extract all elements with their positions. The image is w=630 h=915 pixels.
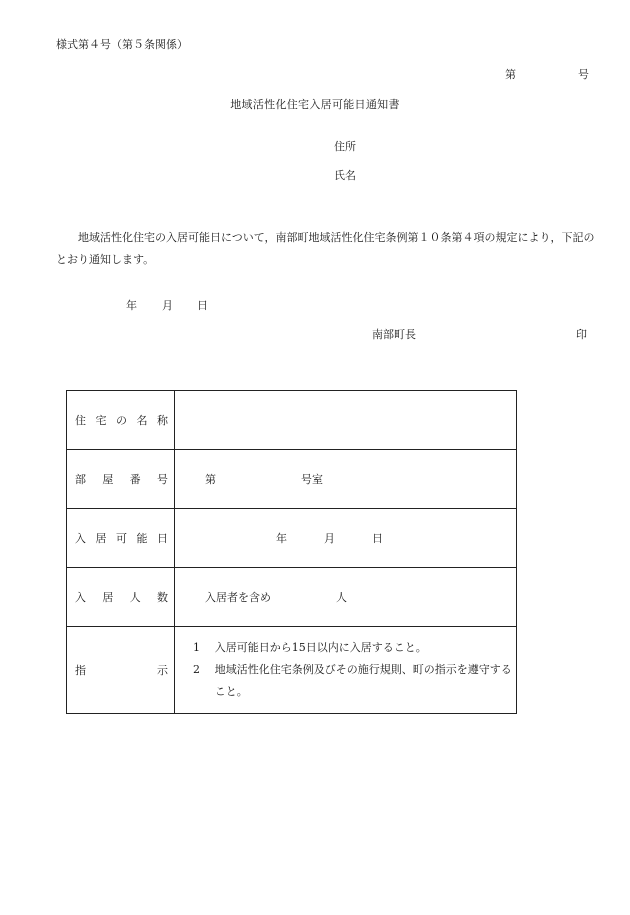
notice-table: [66, 390, 517, 714]
label-char: 住: [75, 414, 86, 427]
label-char: 日: [157, 532, 168, 545]
room-suffix: 号室: [301, 473, 323, 486]
doc-number-suffix: 号: [578, 68, 589, 81]
room-prefix: 第: [205, 473, 216, 486]
occupants-suffix: 人: [336, 591, 347, 604]
occupants-label: [67, 568, 175, 627]
move-in-day: 日: [372, 532, 383, 545]
label-char: 番: [129, 473, 141, 486]
item-number: 1: [193, 641, 200, 654]
move-in-month: 月: [324, 532, 335, 545]
label-char: 屋: [102, 473, 114, 486]
table-row-occupants: [67, 568, 517, 627]
label-char: 能: [136, 532, 148, 545]
label-char: 示: [157, 664, 168, 677]
date-day: 日: [197, 299, 208, 312]
label-char: 名: [136, 414, 148, 427]
housing-name-label: [67, 391, 175, 450]
label-char: 号: [156, 473, 168, 486]
table-row-room-number: [67, 450, 517, 509]
label-char: 居: [95, 532, 107, 545]
address-label: 住所: [334, 140, 356, 153]
label-char: 人: [129, 591, 141, 604]
occupants-value[interactable]: [175, 568, 517, 627]
item-text: 入居可能日から15日以内に入居すること。: [214, 641, 427, 654]
item-text: 地域活性化住宅条例及びその施行規則、町の指示を遵守すること。: [214, 663, 512, 698]
room-number-label: [67, 450, 175, 509]
list-item: [193, 659, 516, 703]
label-char: 宅: [95, 414, 107, 427]
date-month: 月: [162, 299, 173, 312]
label-char: 部: [75, 473, 86, 486]
label-char: 指: [75, 664, 86, 677]
label-char: の: [116, 414, 127, 427]
name-label: 氏名: [334, 169, 356, 182]
label-char: 称: [157, 414, 168, 427]
body-paragraph: 地域活性化住宅の入居可能日について，南部町地域活性化住宅条例第１０条第４項の規定により，下記のとおり通知します。: [56, 231, 595, 266]
label-char: 入: [75, 591, 86, 604]
label-char: 居: [102, 591, 114, 604]
document-title: 地域活性化住宅入居可能日通知書: [230, 98, 400, 111]
label-char: 可: [116, 532, 127, 545]
housing-name-value[interactable]: [175, 391, 517, 450]
table-row-move-in-date: [67, 509, 517, 568]
occupants-prefix: 入居者を含め: [205, 591, 271, 604]
instructions-value: [175, 627, 517, 714]
item-number: 2: [193, 663, 200, 676]
move-in-year: 年: [276, 532, 287, 545]
room-number-value[interactable]: [175, 450, 517, 509]
move-in-date-value[interactable]: [175, 509, 517, 568]
table-row-housing-name: [67, 391, 517, 450]
instructions-label: [67, 627, 175, 714]
label-char: 入: [75, 532, 86, 545]
label-char: 数: [156, 591, 168, 604]
doc-number-prefix: 第: [505, 68, 516, 81]
date-year: 年: [126, 299, 137, 312]
move-in-date-label: [67, 509, 175, 568]
issuer-title: 南部町長: [372, 328, 416, 341]
form-number: 様式第４号（第５条関係）: [56, 38, 188, 51]
table-row-instructions: [67, 627, 517, 714]
list-item: [193, 637, 516, 659]
seal-mark: 印: [576, 328, 587, 341]
